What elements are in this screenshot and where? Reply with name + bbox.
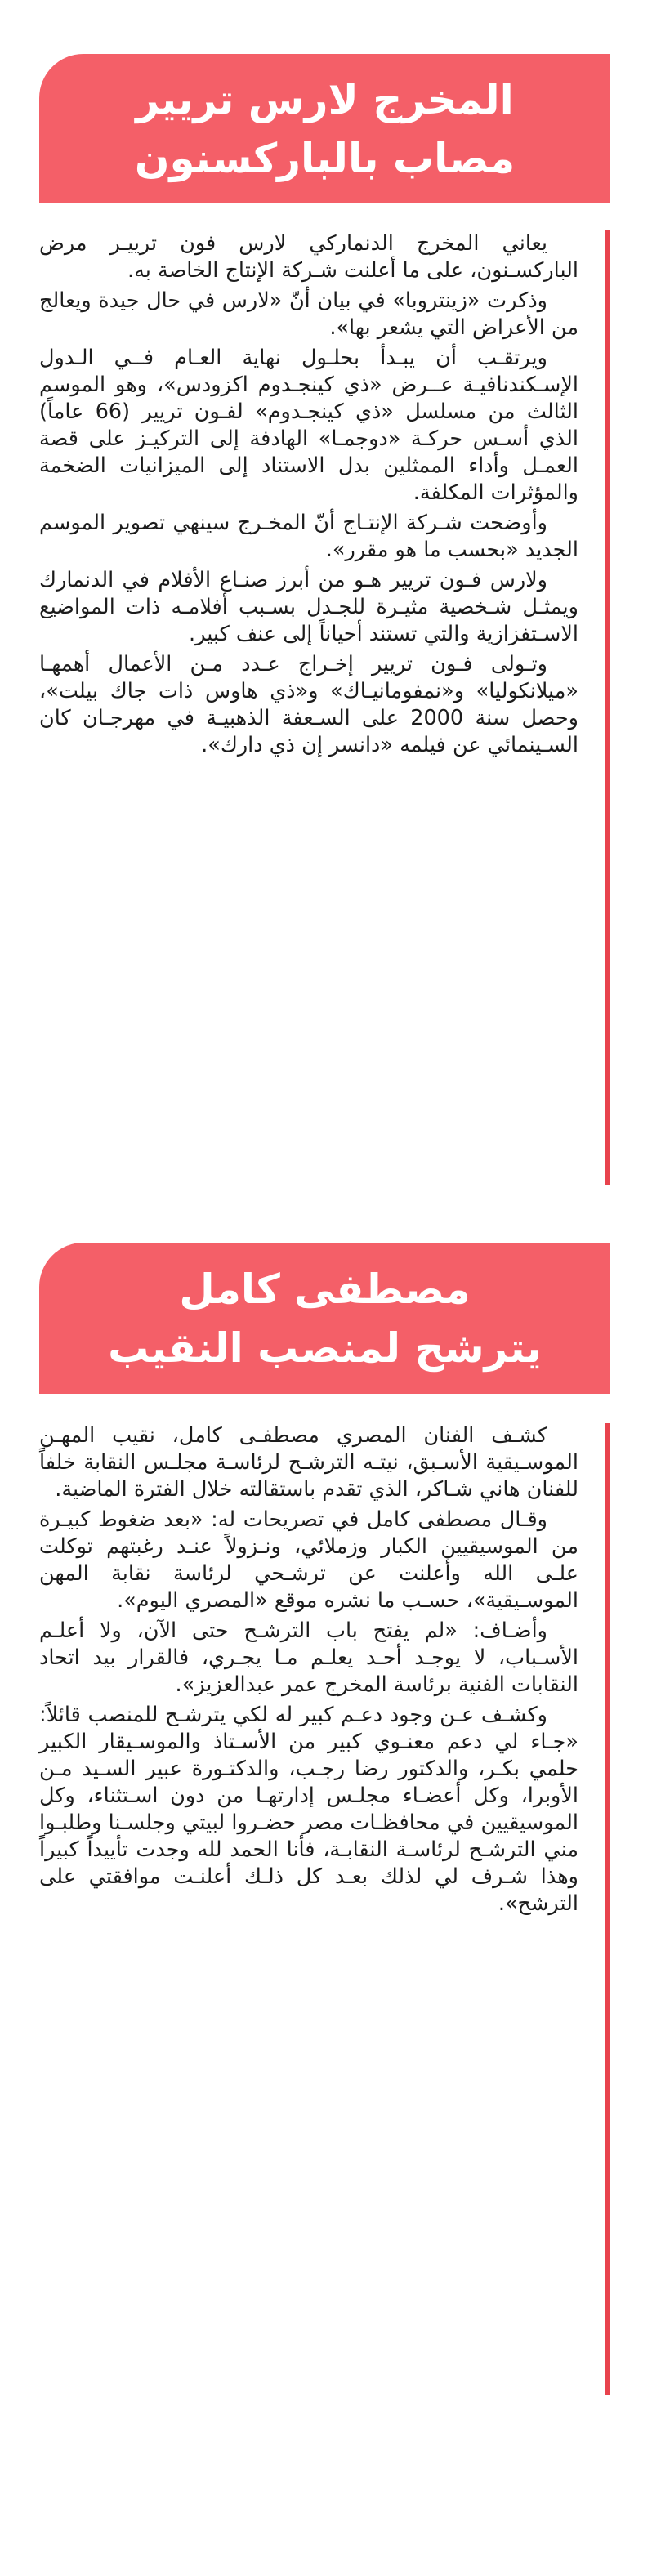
paragraph: كشـف الفنان المصري مصطفـى كامل، نقيب المهـن الموسـيقية الأسـبق، نيتـه الترشـح لرئاسـة مجلـس النقابة خلفاً للفنان هاني شـاكر، الذي تقدم باستقالته خلال الفترة الماضية. — [39, 1423, 578, 1502]
paragraph: ويرتقـب أن يبـدأ بحلـول نهاية العـام فــي الـدول الإسـكندنافيـة عــرض «ذي كينجـدوم اكزودس»، وهو الموسم الثالث من مسلسل «ذي كينجـدوم» لفـون تريير (66 عاماً) الذي أسـس حركـة «دوجمـا» الهادفة إلى التركيـز على قصة العمـل وأداء الممثلين بدل الاستناد إلى الميزانيات الضخمة والمؤثرات المكلفة. — [39, 346, 578, 505]
headline-line-1: المخرج لارس تريير — [136, 75, 514, 123]
article-body — [39, 1422, 578, 1917]
paragraph: وأضـاف: «لم يفتح باب الترشـح حتى الآن، ولا أعلـم الأسـباب، لا يوجـد أحـد يعلـم مـا يجـري، فالقرار بيد اتحاد النقابات الفنية برئاسة المخرج عمر عبدالعزيز». — [39, 1618, 578, 1697]
paragraph: وقـال مصطفى كامل في تصريحات له: «بعد ضغوط كبيـرة من الموسيقيين الكبار وزملائي، ونـزولاً عنـد رغبتهم توكلت علـى الله وأعلنت عن ترشـحي لرئاسة نقابة المهن الموسـيقية»، حسـب ما نشره موقع «المصري اليوم». — [39, 1507, 578, 1613]
paragraph: وأوضحت شـركة الإنتـاج أنّ المخـرج سينهي تصوير الموسم الجديد «بحسب ما هو مقرر». — [39, 511, 578, 562]
headline-line-1: مصطفى كامل — [179, 1265, 471, 1313]
accent-rule — [605, 230, 610, 1185]
article-body — [39, 230, 578, 759]
headline-box — [39, 1243, 610, 1394]
paragraph: وذكرت «زينتروبا» في بيان أنّ «لارس في حال جيدة ويعالج من الأعراض التي يشعر بها». — [39, 288, 578, 340]
paragraph: ولارس فـون تريير هـو من أبرز صنـاع الأفلام في الدنمارك ويمثـل شـخصية مثيـرة للجـدل بسـبب أفلامـه ذات المواضيع الاسـتفزازية والتي تستند أحياناً إلى عنف كبير. — [39, 568, 578, 646]
accent-rule — [605, 1423, 610, 2395]
headline-line-2: مصاب بالباركسنون — [134, 134, 516, 182]
paragraph: وتـولى فـون تريير إخـراج عـدد مـن الأعمال أهمهـا «ميلانكوليا» و«نمفومانيـاك» و«ذي هاوس ذات جاك بيلت»، وحصل سنة 2000 على السـعفة الذهبيـة في مهرجـان كان السـينمائي عن فيلمه «دانسر إن ذي دارك». — [39, 652, 578, 757]
paragraph: يعاني المخرج الدنماركي لارس فون ترييـر مرض الباركسـنون، على ما أعلنت شـركة الإنتاج الخاصة به. — [39, 231, 578, 283]
paragraph: وكشـف عـن وجود دعـم كبير له لكي يترشـح للمنصب قائلاً: «جـاء لي دعم معنـوي كبير من الأسـتاذ والموسـيقار الكبير حلمي بكـر، والدكتور رضا رجـب، والدكتـورة عبير السـيد مـن الأوبرا، وكل أعضـاء مجلـس إدارتهـا من دون اسـتثناء، وكل الموسيقيين في محافظـات مصر حضـروا لبيتي وجلسـنا وطلبـوا مني الترشـح لرئاسـة النقابـة، فأنا الحمد لله وجدت تأييداً كبيراً وهذا شـرف لي لذلك بعـد كل ذلـك أعلنـت موافقتي على الترشح». — [39, 1703, 578, 1916]
headline-box — [39, 54, 610, 203]
headline-line-2: يترشح لمنصب النقيب — [108, 1324, 542, 1372]
